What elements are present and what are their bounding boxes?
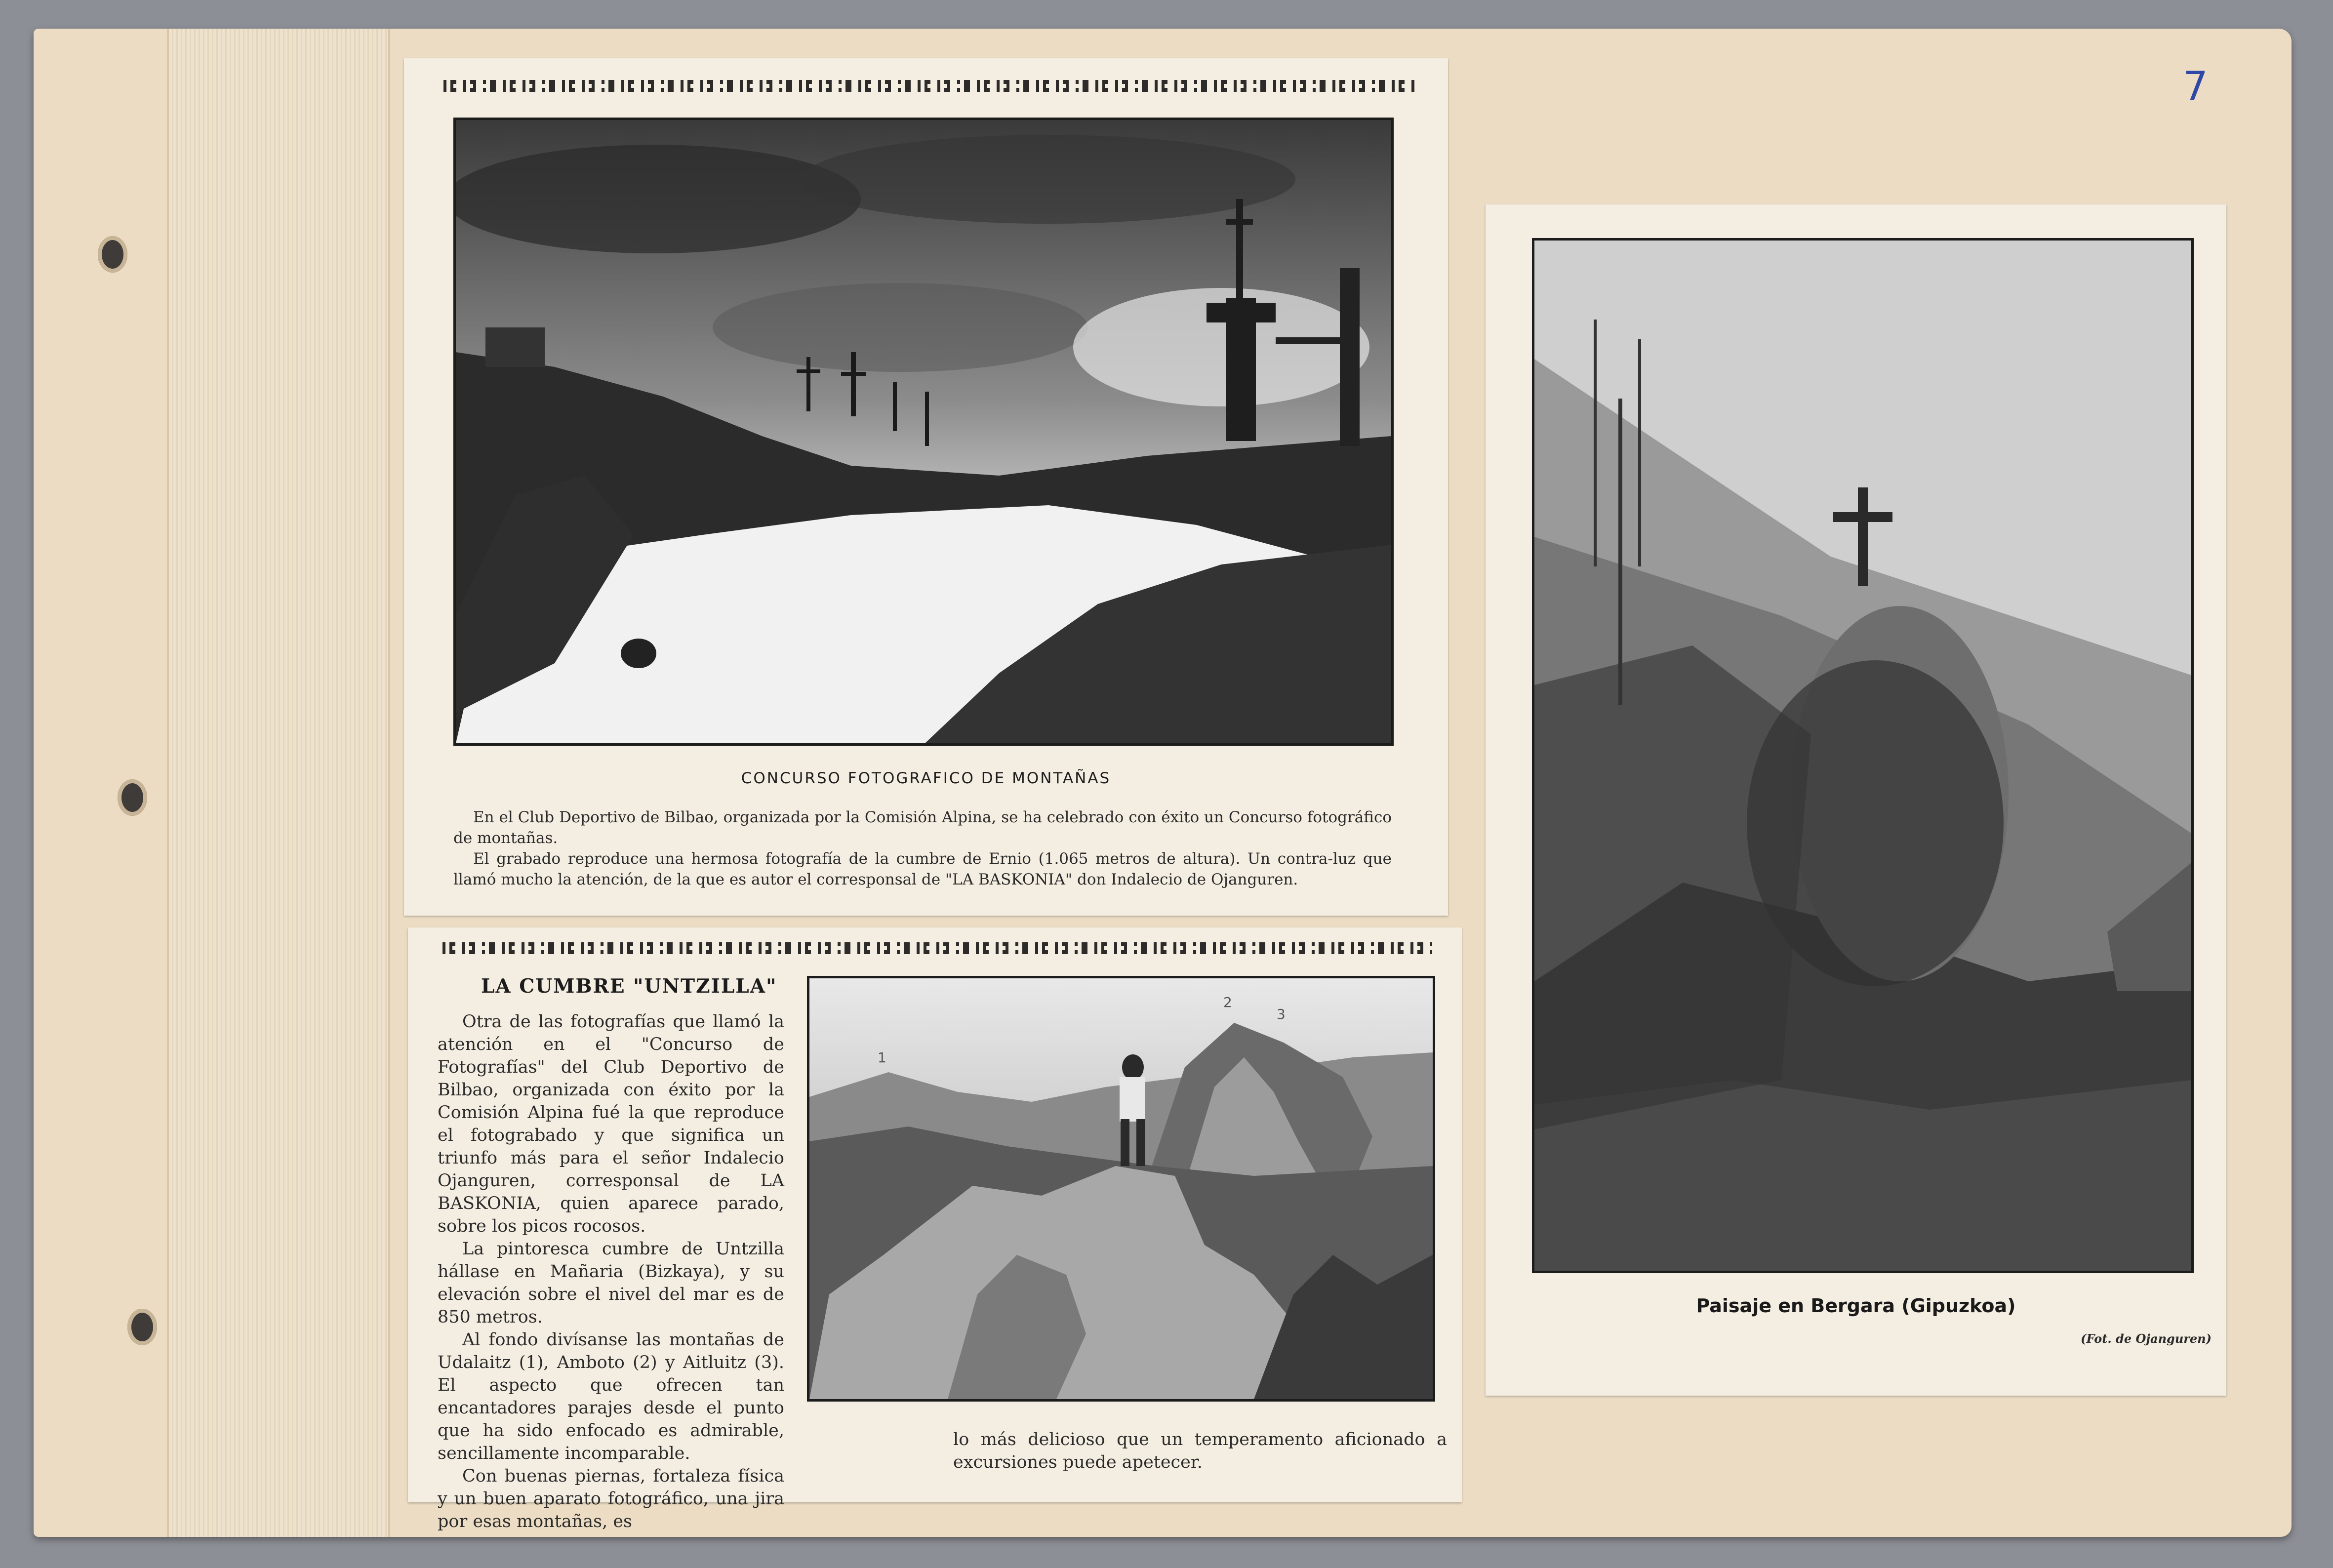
page-marker: 7 [2183,63,2208,109]
photo-marker: 2 [1223,994,1232,1010]
clipping-right [1486,204,2226,1396]
photo-credit: (Fot. de Ojanguren) [2081,1331,2212,1346]
binding-hole [98,236,127,273]
photo-caption: Paisaje en Bergara (Gipuzkoa) [1696,1295,2016,1317]
photo-bergara-landscape [1532,238,2194,1273]
article-column [438,1010,784,1533]
binding-hole [118,779,147,816]
photo-ernio-summit [453,118,1394,746]
clipping-top [404,58,1448,916]
article-paragraph: Otra de las fotografías que llamó la atención en el "Concurso de Fotografías" del Club Deportivo de Bilbao, organizada con éxito por la Comisión Alpina fué la que reproduce el fotograbado y que significa un triunfo más para el señor Indalecio Ojanguren, corresponsal de LA BASKONIA, quien aparece parado, sobre los picos rocosos. [438,1012,784,1236]
article-paragraph: Al fondo divísanse las montañas de Udalaitz (1), Amboto (2) y Aitluitz (3). El aspecto que ofrecen tan encantadores parajes desde el punto que ha sido enfocado es admirable, sencillamente incomparable. [438,1330,784,1463]
article-title: LA CUMBRE "UNTZILLA" [481,975,777,998]
caption-title: CONCURSO FOTOGRAFICO DE MONTAÑAS [741,769,1111,787]
caption-body [453,807,1392,890]
binding-hole [127,1309,157,1345]
ornament-border [442,942,1432,954]
article-closing: lo más delicioso que un temperamento aficionado a excursiones puede apetecer. [953,1430,1447,1472]
photo-untzilla-summit [807,976,1435,1402]
caption-paragraph: En el Club Deportivo de Bilbao, organizada por la Comisión Alpina, se ha celebrado con éxito un Concurso fotográfico de montañas. [453,808,1392,847]
photo-marker: 3 [1277,1006,1286,1022]
caption-paragraph: El grabado reproduce una hermosa fotografía de la cumbre de Ernio (1.065 metros de altura). Un contra-luz que llamó mucho la atención, de la que es autor el corresponsal de "LA BASKONIA" don Indalecio de Ojanguren. [453,850,1392,888]
clipping-bottom [408,927,1462,1531]
article-paragraph: Con buenas piernas, fortaleza física y un buen aparato fotográfico, una jira por esas montañas, es [438,1466,784,1531]
album-spine [167,29,390,1537]
ornament-border [443,80,1418,92]
photo-marker: 1 [878,1049,886,1066]
article-paragraph: La pintoresca cumbre de Untzilla hállase en Mañaria (Bizkaya), y su elevación sobre el nivel del mar es de 850 metros. [438,1239,784,1327]
